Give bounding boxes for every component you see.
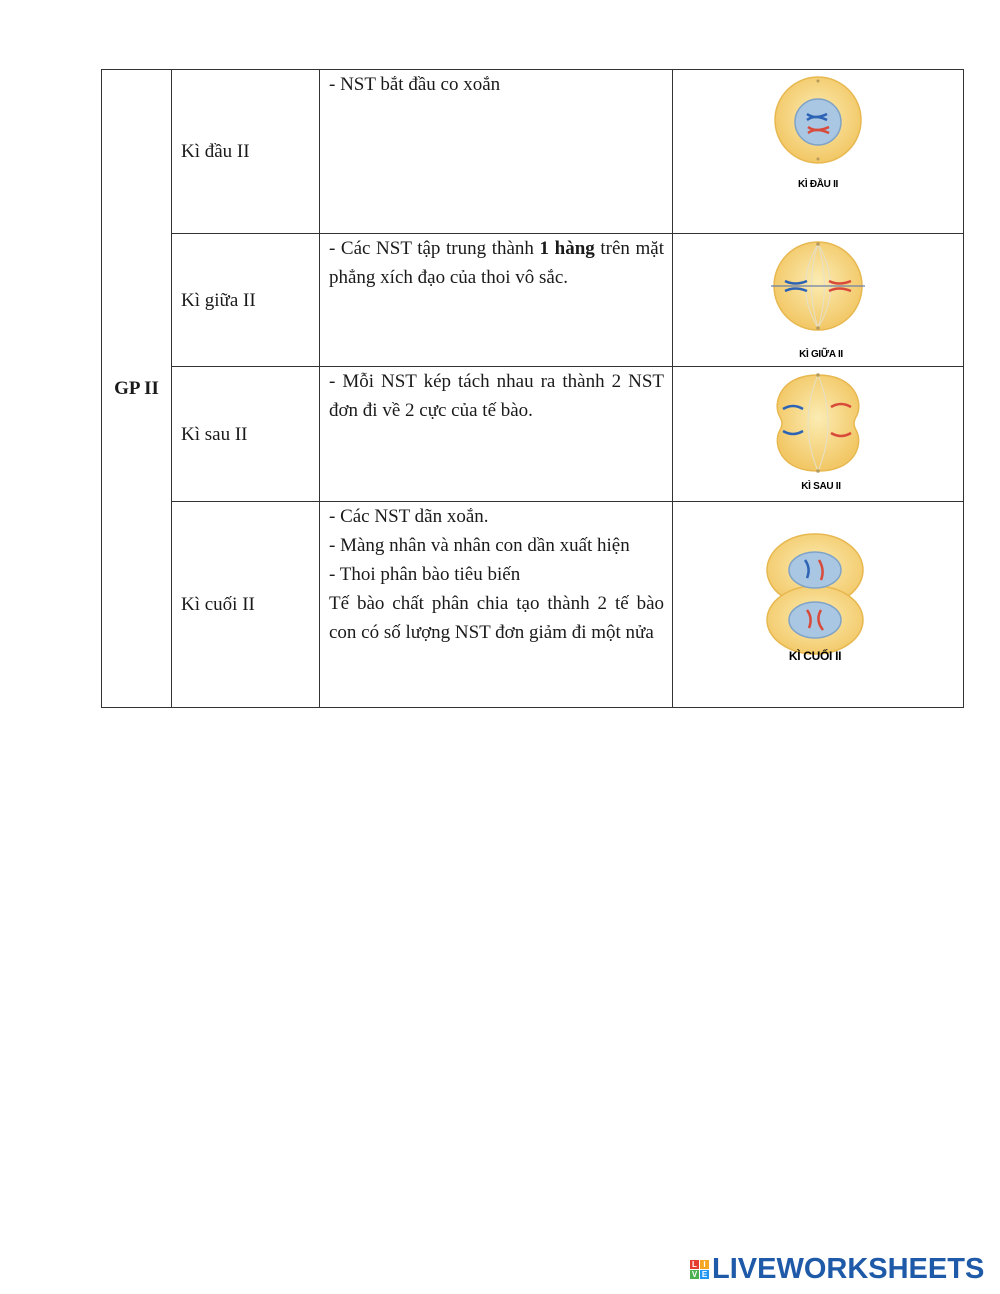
table-row [102,234,964,367]
group-label: GP II [102,70,172,708]
table-row [102,367,964,502]
description-line: - Màng nhân và nhân con dần xuất hiện [329,535,630,556]
logo-grid-letter: V [691,1269,698,1279]
logo-grid-icon [690,1260,709,1279]
phase-description [320,70,673,234]
table-row [102,70,964,234]
liveworksheets-logo[interactable] [690,1252,984,1286]
description-text: trên mặt phẳng xích đạo của thoi vô sắc. [329,238,664,288]
logo-text: LIVEWORKSHEETS [712,1252,985,1285]
phase-name: Kì sau II [172,367,320,502]
phase-illustration [673,502,964,708]
image-caption: KÌ CUỐI II [788,648,842,663]
description-bold: 1 hàng [539,238,595,259]
prophase-ii-cell-image [763,70,873,190]
phase-description [320,234,673,367]
logo-grid-letter: L [690,1260,699,1269]
anaphase-ii-cell-image [763,367,873,497]
description-text: - Các NST tập trung thành [329,238,540,259]
image-caption: KÌ GIỮA II [799,349,843,360]
logo-grid-letter: I [700,1260,709,1269]
phase-description [320,502,673,708]
phase-name: Kì đầu II [172,70,320,234]
phase-illustration [673,70,964,234]
phase-illustration [673,367,964,502]
description-line: - Mỗi NST kép tách nhau ra thành 2 NST đơn đi về 2 cực của tế bào. [329,371,664,421]
table-row [102,502,964,708]
logo-grid-letter: E [701,1269,708,1279]
description-line: - Thoi phân bào tiêu biến [329,564,521,585]
phase-name: Kì cuối II [172,502,320,708]
description-line: - NST bắt đầu co xoắn [329,74,501,95]
phase-illustration [673,234,964,367]
telophase-ii-cell-image [753,530,883,680]
phase-description [320,367,673,502]
image-caption: KÌ ĐẦU II [797,179,839,190]
description-line [329,234,664,292]
metaphase-ii-cell-image [763,234,873,362]
description-line: - Các NST dãn xoắn. [329,506,489,527]
phase-name: Kì giữa II [172,234,320,367]
description-line: Tế bào chất phân chia tạo thành 2 tế bào con có số lượng NST đơn giảm đi một nửa [329,593,664,643]
image-caption: KÌ SAU II [801,481,841,492]
meiosis-ii-table [101,69,964,708]
